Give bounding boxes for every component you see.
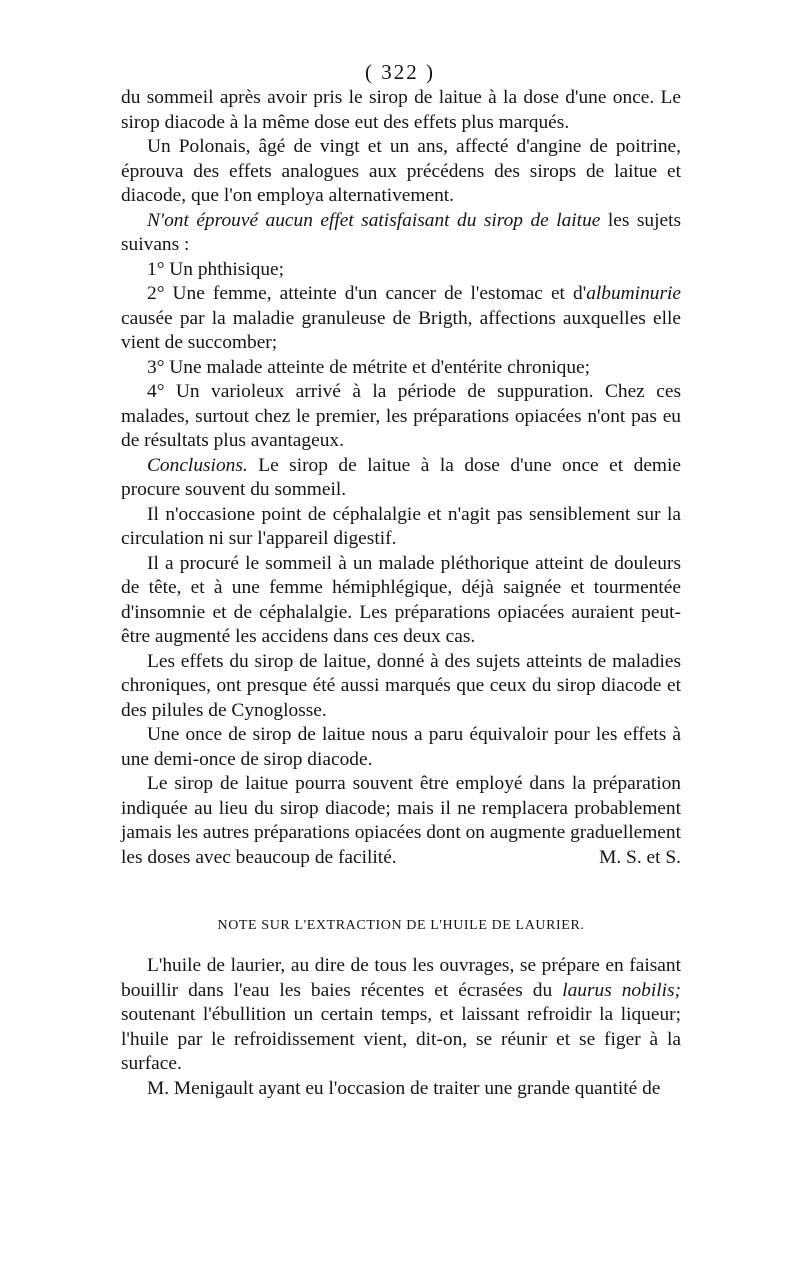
paragraph: Une once de sirop de laitue nous a paru équivaloir pour les effets à une demi-once de sirop diacode. [121, 724, 681, 770]
paragraph: Conclusions. Le sirop de laitue à la dose d'une once et demie procure souvent du sommeil. [121, 454, 681, 500]
page-number: ( 322 ) [365, 60, 435, 84]
paragraph: 2° Une femme, atteinte d'un cancer de l'estomac et d'albuminurie causée par la maladie granuleuse de Brigth, affections auxquelles elle vient de succomber; [121, 283, 681, 353]
paragraph: L'huile de laurier, au dire de tous les ouvrages, se prépare en faisant bouillir dans l'eau les baies récentes et écrasées du laurus nobilis; soutenant l'ébullition un certain temps, et laissant refroidir la liqueur; l'huile par le refroidissement vient, dit-on, se réunir et se figer à la surface. [121, 955, 681, 1074]
paragraph: Le sirop de laitue pourra souvent être employé dans la préparation indiquée au lieu du sirop diacode; mais il ne remplacera probablement jamais les autres préparations opiacées dont on augmente graduellement les doses avec beaucoup de facilité. M. S. et S. [121, 772, 681, 870]
paragraph: 4° Un varioleux arrivé à la période de suppuration. Chez ces malades, surtout chez le premier, les préparations opiacées n'ont pas eu de résultats plus avantageux. [121, 381, 681, 451]
paragraph: N'ont éprouvé aucun effet satisfaisant du sirop de laitue les sujets suivans : [121, 209, 681, 255]
paragraph: Un Polonais, âgé de vingt et un ans, affecté d'angine de poitrine, éprouva des effets analogues aux précédens des sirops de laitue et diacode, que l'on employa alternativement. [121, 136, 681, 206]
paragraph: M. Menigault ayant eu l'occasion de traiter une grande quantité de [147, 1077, 661, 1099]
main-text [121, 86, 681, 870]
section-heading: NOTE SUR L'EXTRACTION DE L'HUILE DE LAURIER. [217, 918, 585, 933]
paragraph: Il a procuré le sommeil à un malade pléthorique atteint de douleurs de tête, et à une femme hémiphlégique, déjà saignée et tourmentée d'insomnie et de céphalalgie. Les préparations opiacées auraient peut-être augmenté les accidens dans ces deux cas. [121, 552, 681, 647]
note-text [121, 954, 681, 1101]
signature: M. S. et S. [599, 846, 681, 868]
paragraph: Les effets du sirop de laitue, donné à des sujets atteints de maladies chroniques, ont presque été aussi marqués que ceux du sirop diacode et des pilules de Cynoglosse. [121, 650, 681, 721]
paragraph: du sommeil après avoir pris le sirop de laitue à la dose d'une once. Le sirop diacode à la même dose eut des effets plus marqués. [121, 87, 681, 133]
paragraph: 3° Une malade atteinte de métrite et d'entérite chronique; [147, 356, 591, 378]
paragraph: 1° Un phthisique; [147, 258, 285, 280]
note-section [121, 918, 681, 1101]
paragraph: Il n'occasione point de céphalalgie et n'agit pas sensiblement sur la circulation ni sur l'appareil digestif. [121, 503, 681, 549]
